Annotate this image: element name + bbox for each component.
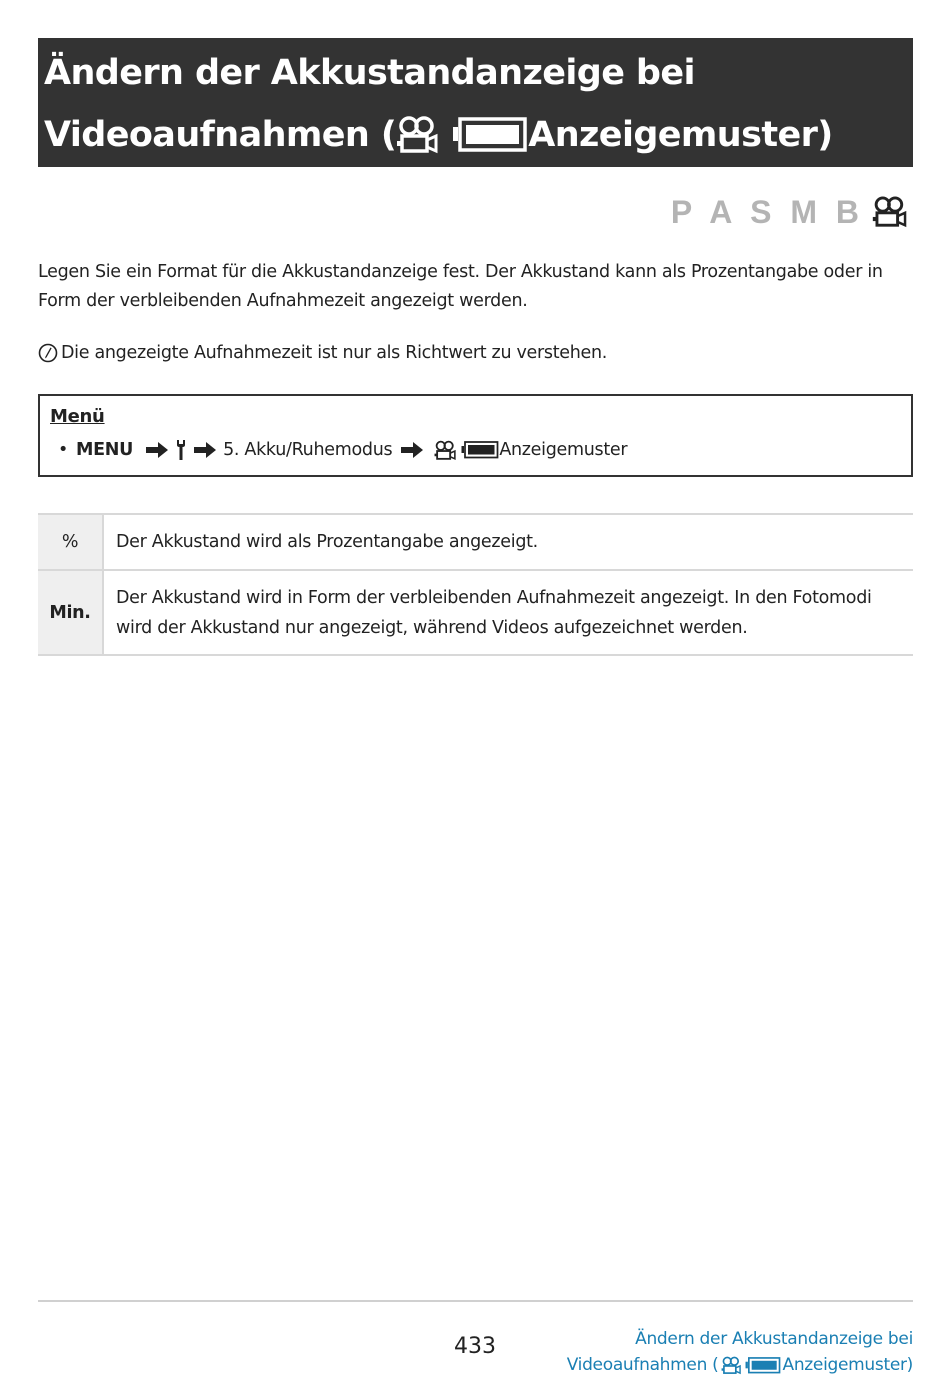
battery-icon [461,441,499,459]
wrench-icon [175,439,187,461]
page-title-line1: Ändern der Akkustandanzeige bei [44,53,695,93]
movie-camera-icon [396,115,442,155]
menu-bullet: • [58,440,69,460]
movie-camera-icon [721,1356,743,1375]
movie-camera-icon [872,195,910,229]
mode-indicator [671,190,910,234]
page-number: 433 [454,1334,496,1359]
page-title-suffix: Anzeigemuster) [528,115,833,155]
option-key: % [38,514,103,570]
footer-link-line2[interactable] [567,1352,913,1378]
options-table [38,513,913,656]
footer-link-prefix[interactable]: Videoaufnahmen ( [566,1355,719,1375]
menu-keyword: MENU [76,440,134,460]
arrow-right-icon [145,441,169,459]
note-text: Die angezeigte Aufnahmezeit ist nur als Richtwert zu verstehen. [61,343,608,363]
menu-box [38,394,913,477]
battery-icon [745,1357,781,1374]
note-pencil-icon [38,343,58,363]
menu-path [58,436,627,464]
option-key: Min. [38,570,103,655]
menu-step-battery: 5. Akku/Ruhemodus [223,440,393,460]
option-description: Der Akkustand wird in Form der verbleibenden Aufnahmezeit angezeigt. In den Fotomodi wird der Akkustand nur angezeigt, während Videos aufgezeichnet werden. [103,570,913,655]
menu-heading: Menü [50,406,105,427]
footer-link-line1[interactable]: Ändern der Akkustandanzeige bei [635,1329,913,1349]
movie-camera-icon [434,440,458,461]
footer-section-link[interactable] [567,1326,913,1378]
note [38,341,913,365]
battery-icon [452,117,528,153]
footer-link-suffix[interactable]: Anzeigemuster) [782,1355,913,1375]
footer-divider [38,1300,913,1302]
intro-paragraph: Legen Sie ein Format für die Akkustandanzeige fest. Der Akkustand kann als Prozentangabe oder in Form der verbleibenden Aufnahmezeit angezeigt werden. [38,262,883,311]
page-title-prefix: Videoaufnahmen ( [44,115,397,155]
menu-step-display-pattern: Anzeigemuster [499,440,628,460]
page-title-line2 [44,104,913,166]
arrow-right-icon [193,441,217,459]
arrow-right-icon [400,441,424,459]
table-row [38,570,913,655]
mode-letters: P A S M B [670,193,864,230]
page-title [38,38,913,167]
table-row [38,514,913,570]
option-description: Der Akkustand wird als Prozentangabe angezeigt. [103,514,913,570]
